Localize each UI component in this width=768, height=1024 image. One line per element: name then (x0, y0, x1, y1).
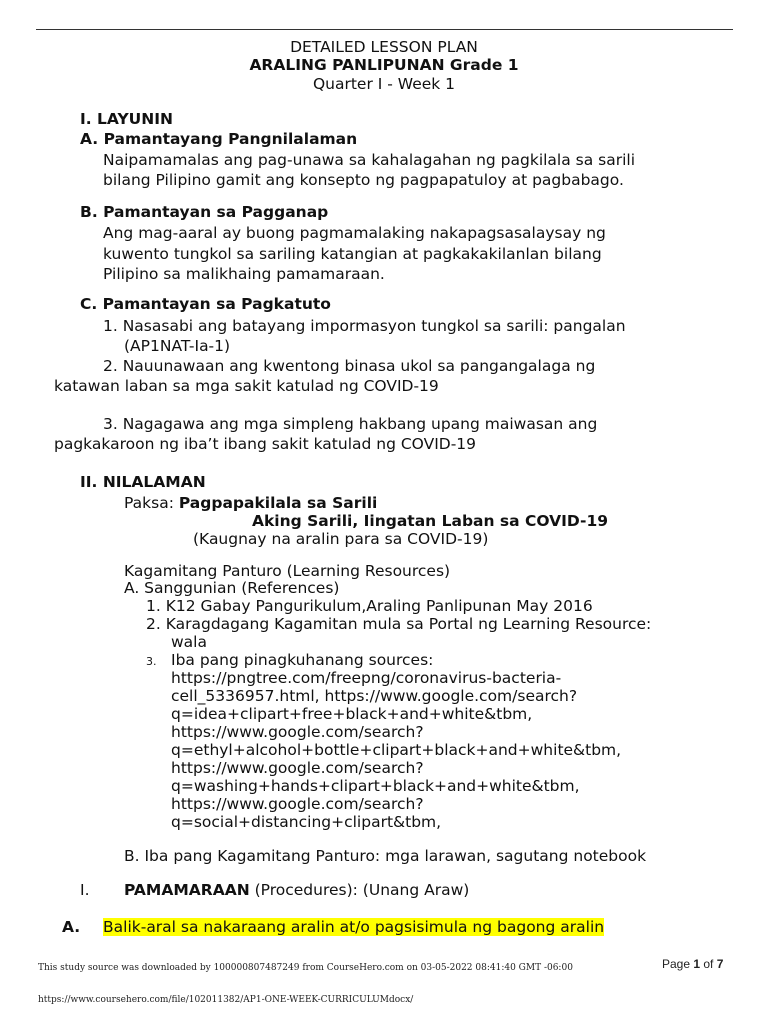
lesson-subtitle: Aking Sarili, Iingatan Laban sa COVID-19 (252, 512, 609, 530)
source-url: https://www.coursehero.com/file/102011382/AP1-ONE-WEEK-CURRICULUMdocx/ (38, 995, 414, 1005)
reference-sources-line: q=idea+clipart+free+black+and+white&tbm, (171, 705, 533, 723)
procedure-a-label: A. (62, 918, 81, 936)
reference-sources-line: https://pngtree.com/freepng/coronavirus-bacteria- (171, 669, 562, 687)
paksa-label: Paksa: (124, 494, 179, 512)
pagkatuto-item-2: 2. Nauunawaan ang kwentong binasa ukol sa pangangalaga ng (103, 357, 596, 375)
page-label: Page (662, 957, 694, 971)
reference-sources-line: q=washing+hands+clipart+black+and+white&tbm, (171, 777, 580, 795)
pangnilalaman-line: bilang Pilipino gamit ang konsepto ng pagpapatuloy at pagbabago. (103, 171, 624, 189)
pamantayan-pagkatuto-heading: C. Pamantayan sa Pagkatuto (80, 295, 331, 313)
reference-item-3-number: 3. (146, 655, 157, 668)
reference-sources-line: Iba pang pinagkuhanang sources: (171, 651, 434, 669)
page-indicator (662, 957, 723, 971)
pagganap-line: kuwento tungkol sa sariling katangian at pagkakakilanlan bilang (103, 245, 602, 263)
procedure-a-text (103, 918, 604, 937)
procedures-heading-rest: (Procedures): (Unang Araw) (249, 881, 470, 899)
section-nilalaman-heading: II. NILALAMAN (80, 473, 206, 491)
reference-item-1: 1. K12 Gabay Pangurikulum,Araling Panlipunan May 2016 (146, 597, 593, 615)
procedures-numeral: I. (80, 881, 90, 899)
pagkatuto-item-3: 3. Nagagawa ang mga simpleng hakbang upang maiwasan ang (103, 415, 598, 433)
doc-subject: ARALING PANLIPUNAN Grade 1 (249, 56, 519, 74)
reference-item-2-cont: wala (171, 633, 207, 651)
doc-title: DETAILED LESSON PLAN (290, 38, 478, 56)
doc-quarter: Quarter I - Week 1 (312, 75, 456, 93)
page-total: 7 (716, 957, 724, 971)
pamantayan-pagganap-heading: B. Pamantayan sa Pagganap (80, 203, 329, 221)
reference-sources-line: cell_5336957.html, https://www.google.com/search? (171, 687, 578, 705)
pamantayang-pangnilalaman-heading: A. Pamantayang Pangnilalaman (80, 130, 358, 148)
reference-sources-line: q=ethyl+alcohol+bottle+clipart+black+and+white&tbm, (171, 741, 622, 759)
download-notice: This study source was downloaded by 100000807487249 from CourseHero.com on 03-05-2022 08:41:40 GMT -06:00 (38, 963, 573, 973)
procedure-a-highlighted-text: Balik-aral sa nakaraang aralin at/o pagsisimula ng bagong aralin (103, 918, 605, 936)
reference-sources-line: https://www.google.com/search? (171, 759, 424, 777)
references-heading: A. Sanggunian (References) (124, 579, 340, 597)
resources-heading: Kagamitang Panturo (Learning Resources) (124, 562, 451, 580)
other-materials: B. Iba pang Kagamitang Panturo: mga larawan, sagutang notebook (124, 847, 647, 865)
pangnilalaman-line: Naipamamalas ang pag-unawa sa kahalagahan ng pagkilala sa sarili (103, 151, 636, 169)
page-current: 1 (693, 957, 701, 971)
reference-sources-line: https://www.google.com/search? (171, 795, 424, 813)
pagganap-line: Ang mag-aaral ay buong pagmamalaking nakapagsasalaysay ng (103, 224, 606, 242)
procedures-heading-bold: PAMAMARAAN (124, 881, 250, 899)
pagkatuto-item-3-cont: pagkakaroon ng iba’t ibang sakit katulad ng COVID-19 (54, 435, 477, 453)
reference-item-2: 2. Karagdagang Kagamitan mula sa Portal ng Learning Resource: (146, 615, 652, 633)
pagganap-line: Pilipino sa malikhaing pamamaraan. (103, 265, 385, 283)
page-of: of (700, 957, 717, 971)
pagkatuto-item-2-cont: katawan laban sa mga sakit katulad ng COVID-19 (54, 377, 439, 395)
paksa-line (124, 494, 377, 513)
pagkatuto-item-1: 1. Nasasabi ang batayang impormasyon tungkol sa sarili: pangalan (103, 317, 626, 335)
reference-sources-line: https://www.google.com/search? (171, 723, 424, 741)
procedures-heading (124, 881, 469, 900)
lesson-note: (Kaugnay na aralin para sa COVID-19) (193, 530, 489, 548)
section-layunin-heading: I. LAYUNIN (80, 110, 173, 128)
paksa-title: Pagpapakilala sa Sarili (178, 494, 378, 512)
top-rule (36, 29, 733, 30)
reference-sources-line: q=social+distancing+clipart&tbm, (171, 813, 442, 831)
pagkatuto-item-1-code: (AP1NAT-Ia-1) (124, 337, 231, 355)
